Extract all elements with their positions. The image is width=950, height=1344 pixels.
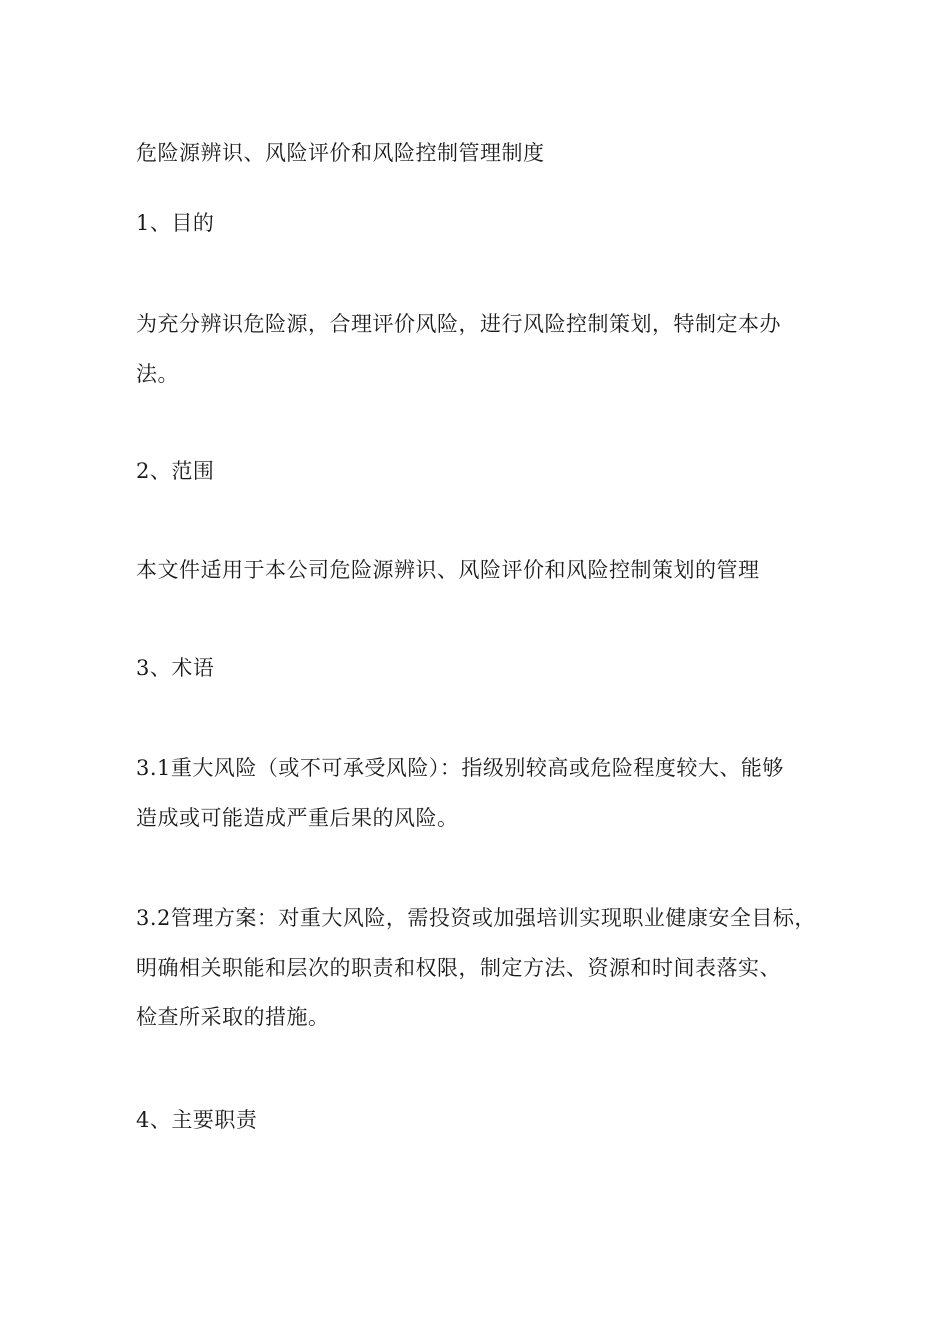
term-line: 检查所采取的措施。 [136, 1005, 330, 1029]
term-line: 明确相关职能和层次的职责和权限，制定方法、资源和时间表落实、 [136, 956, 781, 980]
section-heading-scope: 2、范围 [136, 459, 215, 483]
term-line: 3.2管理方案：对重大风险，需投资或加强培训实现职业健康安全目标， [136, 906, 816, 930]
term-line: 造成或可能造成严重后果的风险。 [136, 806, 459, 830]
section-heading-purpose: 1、目的 [136, 211, 215, 235]
paragraph-line: 为充分辨识危险源，合理评价风险，进行风险控制策划，特制定本办 [136, 312, 781, 336]
section-heading-terms: 3、术语 [136, 656, 215, 680]
term-line: 3.1重大风险（或不可承受风险）：指级别较高或危险程度较大、能够 [136, 756, 784, 780]
paragraph-line: 本文件适用于本公司危险源辨识、风险评价和风险控制策划的管理 [136, 558, 760, 582]
section-heading-responsibilities: 4、主要职责 [136, 1108, 258, 1132]
paragraph-line: 法。 [136, 362, 179, 386]
document-title: 危险源辨识、风险评价和风险控制管理制度 [136, 141, 545, 165]
